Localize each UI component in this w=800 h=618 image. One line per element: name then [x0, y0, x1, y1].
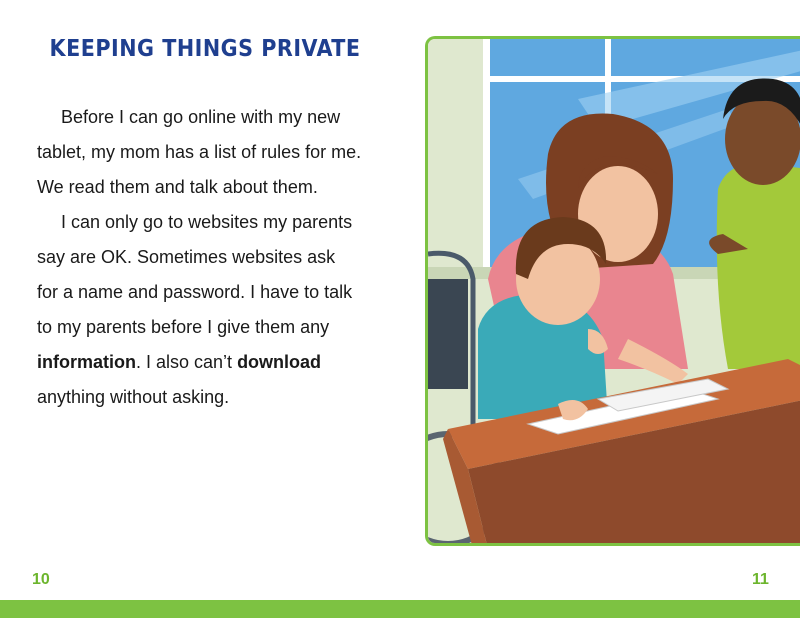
illustration-drawing [428, 39, 800, 546]
left-page [0, 0, 410, 600]
text-line: say are OK. Sometimes websites ask [37, 247, 336, 267]
text-line: anything without asking. [37, 387, 230, 407]
text-line: tablet, my mom has a list of rules for me. [37, 142, 362, 162]
page-number-right: 11 [752, 571, 769, 588]
text-fragment: . I also can’t [136, 352, 238, 372]
text-line: Before I can go online with my new [61, 107, 341, 127]
page-title: KEEPING THINGS PRIVATE [49, 36, 361, 62]
body-text [37, 100, 387, 415]
text-line: I can only go to websites my parents [61, 212, 353, 232]
text-line: for a name and password. I have to talk [37, 282, 353, 302]
page-number-left: 10 [32, 571, 50, 588]
footer-bar [0, 600, 800, 618]
paragraph-1 [37, 100, 387, 205]
illustration-mother-child-reading-rules [425, 36, 800, 546]
text-line: to my parents before I give them any [37, 317, 330, 337]
paragraph-2 [37, 205, 387, 415]
text-line [37, 345, 387, 380]
glossary-term-download: download [237, 352, 322, 372]
text-line: We read them and talk about them. [37, 177, 318, 197]
glossary-term-information: information [37, 352, 136, 372]
